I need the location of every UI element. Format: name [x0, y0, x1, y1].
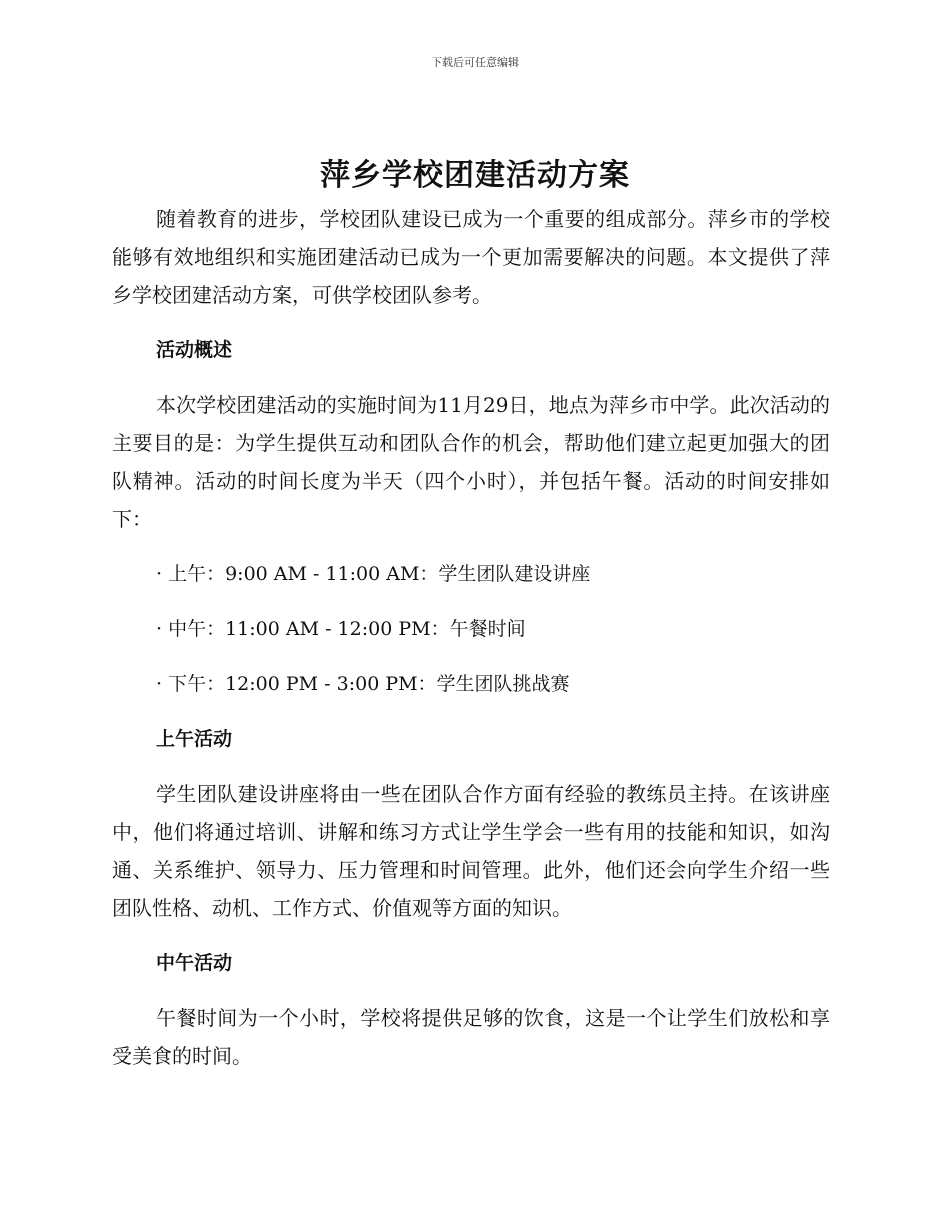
intro-paragraph: 随着教育的进步，学校团队建设已成为一个重要的组成部分。萍乡市的学校能够有效地组织和实施团建活动已成为一个更加需要解决的问题。本文提供了萍乡学校团建活动方案，可供学校团队参考。 — [112, 207, 830, 307]
section-heading-morning: 上午活动 — [156, 728, 233, 750]
noon-paragraph: 午餐时间为一个小时，学校将提供足够的饮食，这是一个让学生们放松和享受美食的时间。 — [112, 1006, 830, 1068]
schedule-item-noon: · 中午：11:00 AM - 12:00 PM：午餐时间 — [156, 618, 526, 640]
document-body — [112, 200, 830, 1075]
section-heading-overview: 活动概述 — [156, 339, 233, 361]
morning-paragraph: 学生团队建设讲座将由一些在团队合作方面有经验的教练员主持。在该讲座中，他们将通过培训、讲解和练习方式让学生学会一些有用的技能和知识，如沟通、关系维护、领导力、压力管理和时间管理。此外，他们还会向学生介绍一些团队性格、动机、工作方式、价值观等方面的知识。 — [112, 782, 830, 920]
document-title: 萍乡学校团建活动方案 — [320, 158, 630, 193]
schedule-item-morning: · 上午：9:00 AM - 11:00 AM：学生团队建设讲座 — [156, 563, 591, 585]
header-note: 下载后可任意编辑 — [431, 56, 519, 69]
overview-paragraph: 本次学校团建活动的实施时间为11月29日，地点为萍乡市中学。此次活动的主要目的是：为学生提供互动和团队合作的机会，帮助他们建立起更加强大的团队精神。活动的时间长度为半天（四个小时），并包括午餐。活动的时间安排如下： — [112, 393, 830, 531]
section-heading-noon: 中午活动 — [156, 952, 233, 974]
schedule-item-afternoon: · 下午：12:00 PM - 3:00 PM：学生团队挑战赛 — [156, 673, 570, 695]
